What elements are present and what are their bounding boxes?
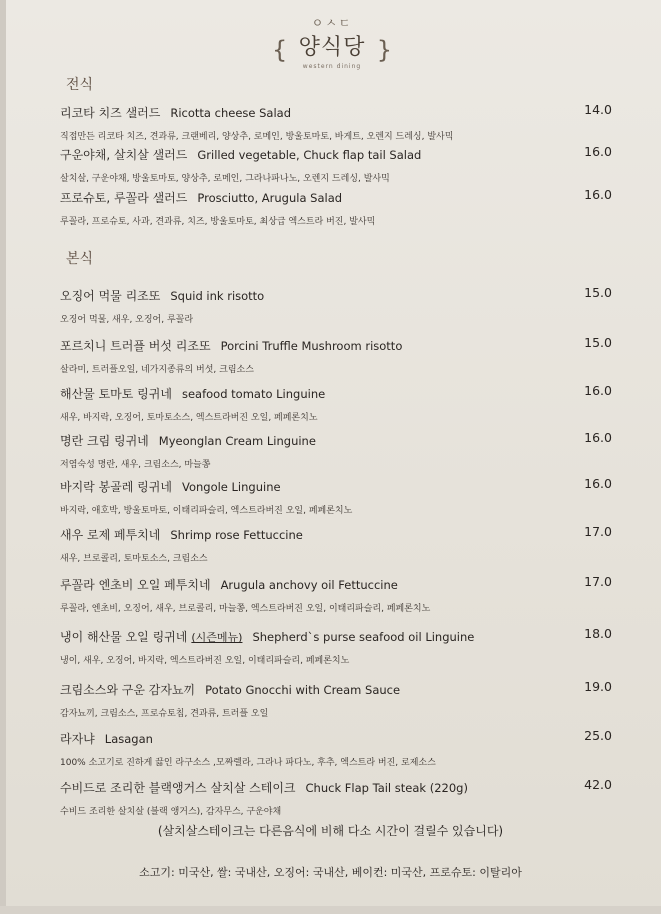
item-price: 17.0: [584, 574, 612, 589]
item-name-en: Shrimp rose Fettuccine: [170, 528, 303, 542]
restaurant-logo: [272, 14, 392, 74]
item-name-en: Vongole Linguine: [181, 480, 281, 494]
menu-item: [60, 383, 612, 423]
item-description: 저염숙성 명란, 새우, 크림소스, 마늘쫑: [60, 460, 211, 470]
item-description: 오징어 먹물, 새우, 오징어, 루꼴라: [60, 315, 194, 325]
item-name-en: Grilled vegetable, Chuck flap tail Salad: [197, 148, 422, 162]
item-price: 16.0: [584, 144, 612, 159]
page-edge-left: [0, 0, 6, 914]
item-price: 18.0: [584, 626, 612, 641]
item-description: 살치살, 구운야채, 방울토마토, 양상추, 로메인, 그라나파나노, 오렌지 드레싱, 발사믹: [60, 174, 390, 184]
item-name-ko: 해산물 토마토 링귀네: [60, 387, 172, 401]
item-name-en: seafood tomato Linguine: [181, 387, 326, 401]
item-name-ko: 구운야채, 살치살 샐러드: [60, 148, 188, 162]
season-menu-tag: (시즌메뉴): [191, 631, 243, 644]
menu-item: [60, 335, 612, 375]
steak-wait-note: (살치살스테이크는 다른음식에 비해 다소 시간이 걸릴수 있습니다): [157, 824, 504, 838]
item-name-ko: 프로슈토, 루꼴라 샐러드: [60, 191, 188, 205]
item-price: 19.0: [584, 679, 612, 694]
item-name-ko: 라자냐: [60, 732, 95, 746]
item-description: 살라미, 트러플오일, 네가지종류의 버섯, 크림소스: [60, 365, 254, 375]
item-price: 14.0: [584, 102, 612, 117]
item-description: 100% 소고기로 진하게 끓인 라구소스 ,모짜렐라, 그라나 파다노, 후추, 엑스트라 버진, 로제소스: [60, 758, 436, 768]
item-price: 42.0: [584, 777, 612, 792]
item-description: 냉이, 새우, 오징어, 바지락, 엑스트라버진 오일, 이태리파슬리, 페페론치노: [60, 656, 350, 666]
item-name-ko: 수비드로 조리한 블랙앵거스 살치살 스테이크: [60, 781, 296, 795]
item-name-en: Lasagan: [104, 732, 153, 746]
item-name-en: Prosciutto, Arugula Salad: [197, 191, 343, 205]
bracket-left-icon: {: [272, 36, 288, 64]
logo-sub-text: western dining: [302, 63, 362, 70]
item-description: 바지락, 애호박, 방울토마토, 이태리파슬리, 엑스트라버진 오일, 페페론치노: [60, 506, 353, 516]
bracket-right-icon: }: [376, 36, 392, 64]
menu-item: [60, 187, 612, 227]
page-edge-bottom: [0, 906, 661, 914]
item-price: 17.0: [584, 524, 612, 539]
item-name-ko: 크림소스와 구운 감자뇨끼: [60, 683, 196, 697]
item-name-ko: 루꼴라 엔초비 오일 페투치네: [60, 578, 211, 592]
item-price: 16.0: [584, 430, 612, 445]
item-name-en: Myeonglan Cream Linguine: [158, 434, 316, 448]
item-price: 15.0: [584, 285, 612, 300]
menu-item: [60, 430, 612, 470]
menu-item: [60, 626, 612, 666]
menu-item: [60, 476, 612, 516]
item-name-en: Ricotta cheese Salad: [170, 106, 292, 120]
menu-item: [60, 285, 612, 325]
item-name-ko: 오징어 먹물 리조또: [60, 289, 161, 303]
item-name-en: Porcini Truffle Mushroom risotto: [220, 339, 403, 353]
item-name-ko: 새우 로제 페투치네: [60, 528, 161, 542]
item-price: 16.0: [584, 476, 612, 491]
item-description: 감자뇨끼, 크림소스, 프로슈토칩, 견과류, 트러플 오일: [60, 709, 269, 719]
section-title-main: 본식: [66, 251, 94, 267]
item-name-ko: 명란 크림 링귀네: [60, 434, 149, 448]
item-price: 25.0: [584, 728, 612, 743]
menu-item: [60, 144, 612, 184]
menu-item: [60, 102, 612, 142]
item-name-en: Squid ink risotto: [170, 289, 265, 303]
section-title-appetizer: 전식: [66, 77, 94, 93]
menu-item: [60, 777, 612, 817]
item-description: 수비드 조리한 살치살 (블랙 앵거스), 감자무스, 구운야채: [60, 807, 282, 817]
menu-item: [60, 679, 612, 719]
item-name-ko: 냉이 해산물 오일 링귀네: [60, 630, 188, 644]
item-name-en: Shepherd`s purse seafood oil Linguine: [252, 630, 475, 644]
menu-item: [60, 728, 612, 768]
menu-item: [60, 524, 612, 564]
logo-main-text: 양식당: [298, 35, 366, 60]
item-name-en: Arugula anchovy oil Fettuccine: [220, 578, 398, 592]
menu-item: [60, 574, 612, 614]
logo-top-text: ㅇㅅㄷ: [311, 16, 353, 30]
item-price: 15.0: [584, 335, 612, 350]
item-description: 루꼴라, 프로슈토, 사과, 견과류, 치즈, 방울토마토, 최상급 엑스트라 버진, 발사믹: [60, 217, 376, 227]
item-name-en: Potato Gnocchi with Cream Sauce: [205, 683, 401, 697]
item-description: 루꼴라, 엔초비, 오징어, 새우, 브로콜리, 마늘쫑, 엑스트라버진 오일, 이태리파슬리, 페페론치노: [60, 604, 431, 614]
item-price: 16.0: [584, 383, 612, 398]
origin-info: 소고기: 미국산, 쌀: 국내산, 오징어: 국내산, 베이컨: 미국산, 프로슈토: 이탈리아: [139, 866, 522, 879]
item-description: 새우, 브로콜리, 토마토소스, 크림소스: [60, 554, 208, 564]
item-description: 직접만든 리코타 치즈, 견과류, 크랜베리, 양상추, 로메인, 방울토마토, 바게트, 오렌지 드레싱, 발사믹: [60, 132, 454, 142]
item-name-ko: 포르치니 트러플 버섯 리조또: [60, 339, 211, 353]
item-name-ko: 바지락 봉골레 링귀네: [60, 480, 172, 494]
item-name-ko: 리코타 치즈 샐러드: [60, 106, 161, 120]
item-description: 새우, 바지락, 오징어, 토마토소스, 엑스트라버진 오일, 페페론치노: [60, 413, 318, 423]
item-name-en: Chuck Flap Tail steak (220g): [305, 781, 468, 795]
item-price: 16.0: [584, 187, 612, 202]
